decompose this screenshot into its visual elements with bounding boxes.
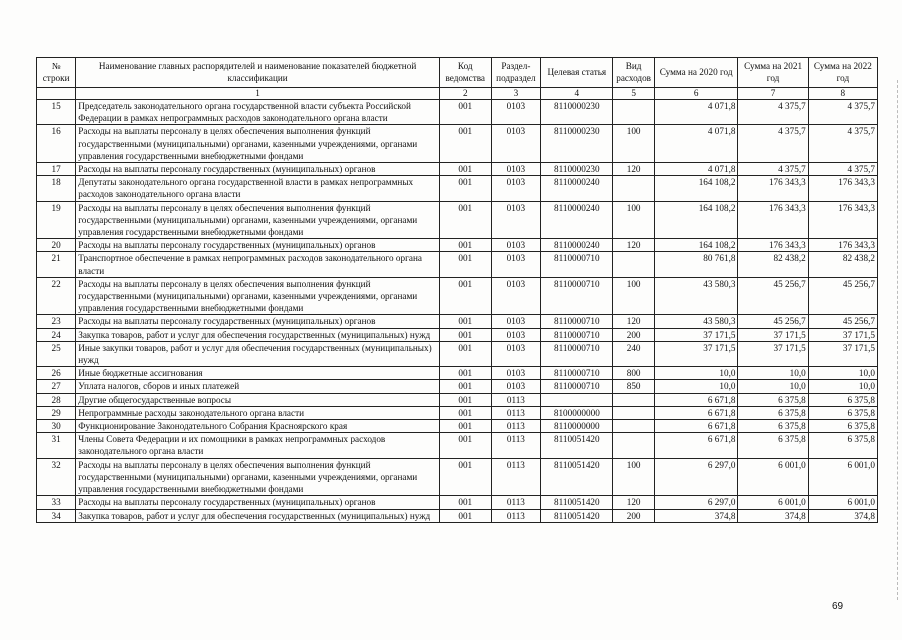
row-number-cell: 18 [37, 176, 76, 201]
department-code-cell: 001 [439, 367, 491, 380]
target-article-cell: 8100000000 [541, 406, 613, 419]
section-code-cell: 0113 [491, 509, 541, 522]
expense-type-cell: 100 [613, 277, 654, 315]
expense-type-cell [613, 433, 654, 458]
department-code-cell: 001 [439, 509, 491, 522]
expense-type-cell [613, 393, 654, 406]
header-cell: Наименование главных распорядителей и наименование показателей бюджетной классификации [76, 58, 440, 88]
section-code-cell: 0113 [491, 496, 541, 509]
column-number-cell: 4 [541, 88, 613, 100]
target-article-cell: 8110000230 [541, 125, 613, 163]
section-code-cell: 0103 [491, 100, 541, 125]
header-cell: Код ведомства [439, 58, 491, 88]
page-edge-marks [897, 80, 900, 600]
sum-2022-cell: 4 375,7 [808, 100, 877, 125]
target-article-cell: 8110000240 [541, 201, 613, 239]
sum-2021-cell: 45 256,7 [738, 315, 808, 328]
department-code-cell: 001 [439, 328, 491, 341]
department-code-cell: 001 [439, 163, 491, 176]
sum-2022-cell: 10,0 [808, 380, 877, 393]
table-row [37, 367, 878, 380]
department-code-cell: 001 [439, 239, 491, 252]
column-number-cell: 6 [654, 88, 738, 100]
row-name-cell: Иные бюджетные ассигнования [76, 367, 440, 380]
sum-2022-cell: 4 375,7 [808, 163, 877, 176]
row-number-cell: 26 [37, 367, 76, 380]
sum-2020-cell: 374,8 [654, 509, 738, 522]
sum-2021-cell: 4 375,7 [738, 163, 808, 176]
sum-2021-cell: 6 375,8 [738, 420, 808, 433]
sum-2021-cell: 37 171,5 [738, 328, 808, 341]
row-number-cell: 17 [37, 163, 76, 176]
department-code-cell: 001 [439, 380, 491, 393]
target-article-cell: 8110000000 [541, 420, 613, 433]
target-article-cell: 8110000230 [541, 100, 613, 125]
sum-2020-cell: 37 171,5 [654, 341, 738, 366]
table-row [37, 458, 878, 496]
sum-2022-cell: 6 375,8 [808, 393, 877, 406]
row-name-cell: Закупка товаров, работ и услуг для обеспечения государственных (муниципальных) нужд [76, 509, 440, 522]
section-code-cell: 0103 [491, 239, 541, 252]
row-name-cell: Уплата налогов, сборов и иных платежей [76, 380, 440, 393]
expense-type-cell: 120 [613, 496, 654, 509]
table-row [37, 328, 878, 341]
department-code-cell: 001 [439, 406, 491, 419]
sum-2021-cell: 176 343,3 [738, 176, 808, 201]
table-row [37, 125, 878, 163]
target-article-cell: 8110000240 [541, 176, 613, 201]
table-row [37, 380, 878, 393]
column-number-cell: 7 [738, 88, 808, 100]
row-number-cell: 21 [37, 252, 76, 277]
header-cell: № строки [37, 58, 76, 88]
target-article-cell: 8110051420 [541, 496, 613, 509]
table-row [37, 496, 878, 509]
table-row [37, 201, 878, 239]
row-name-cell: Расходы на выплаты персоналу государственных (муниципальных) органов [76, 315, 440, 328]
table-row [37, 239, 878, 252]
sum-2021-cell: 10,0 [738, 367, 808, 380]
sum-2020-cell: 10,0 [654, 367, 738, 380]
row-name-cell: Другие общегосударственные вопросы [76, 393, 440, 406]
row-number-cell: 34 [37, 509, 76, 522]
sum-2021-cell: 6 001,0 [738, 496, 808, 509]
sum-2020-cell: 4 071,8 [654, 163, 738, 176]
row-name-cell: Члены Совета Федерации и их помощники в рамках непрограммных расходов законодательного органа власти [76, 433, 440, 458]
sum-2020-cell: 4 071,8 [654, 125, 738, 163]
sum-2021-cell: 82 438,2 [738, 252, 808, 277]
column-number-cell: 2 [439, 88, 491, 100]
row-number-cell: 29 [37, 406, 76, 419]
sum-2020-cell: 43 580,3 [654, 315, 738, 328]
sum-2022-cell: 37 171,5 [808, 341, 877, 366]
sum-2020-cell: 10,0 [654, 380, 738, 393]
row-number-cell: 19 [37, 201, 76, 239]
table-body [37, 100, 878, 523]
section-code-cell: 0103 [491, 277, 541, 315]
target-article-cell: 8110000710 [541, 367, 613, 380]
expense-type-cell: 200 [613, 509, 654, 522]
header-cell: Целевая статья [541, 58, 613, 88]
section-code-cell: 0103 [491, 341, 541, 366]
expense-type-cell: 100 [613, 125, 654, 163]
expense-type-cell: 100 [613, 458, 654, 496]
section-code-cell: 0103 [491, 201, 541, 239]
row-number-cell: 16 [37, 125, 76, 163]
sum-2022-cell: 176 343,3 [808, 239, 877, 252]
sum-2022-cell: 374,8 [808, 509, 877, 522]
row-name-cell: Депутаты законодательного органа государственной власти в рамках непрограммных расходов законодательного органа власти [76, 176, 440, 201]
row-number-cell: 28 [37, 393, 76, 406]
row-number-cell: 33 [37, 496, 76, 509]
department-code-cell: 001 [439, 201, 491, 239]
sum-2020-cell: 6 297,0 [654, 496, 738, 509]
sum-2022-cell: 6 375,8 [808, 406, 877, 419]
target-article-cell: 8110000240 [541, 239, 613, 252]
sum-2022-cell: 37 171,5 [808, 328, 877, 341]
section-code-cell: 0103 [491, 163, 541, 176]
target-article-cell [541, 393, 613, 406]
section-code-cell: 0113 [491, 393, 541, 406]
table-header-row [37, 58, 878, 88]
table-row [37, 420, 878, 433]
section-code-cell: 0103 [491, 380, 541, 393]
sum-2020-cell: 164 108,2 [654, 201, 738, 239]
expense-type-cell: 120 [613, 239, 654, 252]
row-name-cell: Расходы на выплаты персоналу в целях обеспечения выполнения функций государственными (муниципальными) органами, казенными учреждениями, органами управления государственными внебюджетными фондами [76, 201, 440, 239]
table-row [37, 100, 878, 125]
sum-2020-cell: 6 671,8 [654, 393, 738, 406]
expense-type-cell: 850 [613, 380, 654, 393]
expense-type-cell [613, 252, 654, 277]
sum-2021-cell: 374,8 [738, 509, 808, 522]
sum-2020-cell: 6 297,0 [654, 458, 738, 496]
row-name-cell: Расходы на выплаты персоналу государственных (муниципальных) органов [76, 239, 440, 252]
expense-type-cell: 120 [613, 315, 654, 328]
row-name-cell: Расходы на выплаты персоналу в целях обеспечения выполнения функций государственными (муниципальными) органами, казенными учреждениями, органами управления государственными внебюджетными фондами [76, 125, 440, 163]
department-code-cell: 001 [439, 433, 491, 458]
header-cell: Сумма на 2020 год [654, 58, 738, 88]
sum-2021-cell: 176 343,3 [738, 201, 808, 239]
target-article-cell: 8110000710 [541, 328, 613, 341]
row-number-cell: 24 [37, 328, 76, 341]
sum-2021-cell: 10,0 [738, 380, 808, 393]
table-row [37, 252, 878, 277]
sum-2021-cell: 6 001,0 [738, 458, 808, 496]
sum-2021-cell: 6 375,8 [738, 433, 808, 458]
sum-2021-cell: 6 375,8 [738, 393, 808, 406]
sum-2022-cell: 6 001,0 [808, 496, 877, 509]
table-row [37, 509, 878, 522]
department-code-cell: 001 [439, 420, 491, 433]
department-code-cell: 001 [439, 458, 491, 496]
row-name-cell: Расходы на выплаты персоналу государственных (муниципальных) органов [76, 496, 440, 509]
sum-2020-cell: 6 671,8 [654, 420, 738, 433]
department-code-cell: 001 [439, 277, 491, 315]
sum-2022-cell: 10,0 [808, 367, 877, 380]
section-code-cell: 0113 [491, 420, 541, 433]
section-code-cell: 0103 [491, 315, 541, 328]
sum-2021-cell: 6 375,8 [738, 406, 808, 419]
row-name-cell: Транспортное обеспечение в рамках непрограммных расходов законодательного органа власти [76, 252, 440, 277]
column-number-cell [37, 88, 76, 100]
target-article-cell: 8110000710 [541, 315, 613, 328]
row-name-cell: Непрограммные расходы законодательного органа власти [76, 406, 440, 419]
row-number-cell: 31 [37, 433, 76, 458]
sum-2020-cell: 164 108,2 [654, 176, 738, 201]
header-cell: Раздел-подраздел [491, 58, 541, 88]
expense-type-cell: 100 [613, 201, 654, 239]
row-name-cell: Расходы на выплаты персоналу в целях обеспечения выполнения функций государственными (муниципальными) органами, казенными учреждениями, органами управления государственными внебюджетными фондами [76, 277, 440, 315]
table-row [37, 163, 878, 176]
section-code-cell: 0113 [491, 458, 541, 496]
section-code-cell: 0103 [491, 125, 541, 163]
section-code-cell: 0103 [491, 176, 541, 201]
sum-2022-cell: 45 256,7 [808, 315, 877, 328]
sum-2021-cell: 4 375,7 [738, 125, 808, 163]
sum-2022-cell: 45 256,7 [808, 277, 877, 315]
sum-2021-cell: 37 171,5 [738, 341, 808, 366]
row-name-cell: Функционирование Законодательного Собрания Красноярского края [76, 420, 440, 433]
target-article-cell: 8110051420 [541, 458, 613, 496]
department-code-cell: 001 [439, 393, 491, 406]
sum-2020-cell: 80 761,8 [654, 252, 738, 277]
row-number-cell: 22 [37, 277, 76, 315]
header-cell: Вид расходов [613, 58, 654, 88]
column-number-cell: 1 [76, 88, 440, 100]
row-name-cell: Расходы на выплаты персоналу государственных (муниципальных) органов [76, 163, 440, 176]
section-code-cell: 0103 [491, 252, 541, 277]
sum-2021-cell: 45 256,7 [738, 277, 808, 315]
sum-2020-cell: 37 171,5 [654, 328, 738, 341]
column-number-cell: 3 [491, 88, 541, 100]
sum-2022-cell: 176 343,3 [808, 176, 877, 201]
expense-type-cell: 240 [613, 341, 654, 366]
department-code-cell: 001 [439, 341, 491, 366]
target-article-cell: 8110000710 [541, 380, 613, 393]
table-row [37, 315, 878, 328]
table-row [37, 341, 878, 366]
sum-2020-cell: 6 671,8 [654, 406, 738, 419]
row-name-cell: Иные закупки товаров, работ и услуг для обеспечения государственных (муниципальных) нужд [76, 341, 440, 366]
sum-2020-cell: 4 071,8 [654, 100, 738, 125]
sum-2022-cell: 82 438,2 [808, 252, 877, 277]
department-code-cell: 001 [439, 315, 491, 328]
row-number-cell: 27 [37, 380, 76, 393]
header-cell: Сумма на 2021 год [738, 58, 808, 88]
sum-2021-cell: 176 343,3 [738, 239, 808, 252]
sum-2022-cell: 176 343,3 [808, 201, 877, 239]
expense-type-cell [613, 420, 654, 433]
department-code-cell: 001 [439, 496, 491, 509]
sum-2022-cell: 4 375,7 [808, 125, 877, 163]
column-number-cell: 5 [613, 88, 654, 100]
sum-2020-cell: 6 671,8 [654, 433, 738, 458]
target-article-cell: 8110051420 [541, 509, 613, 522]
target-article-cell: 8110000710 [541, 252, 613, 277]
budget-table [36, 57, 878, 523]
target-article-cell: 8110000230 [541, 163, 613, 176]
department-code-cell: 001 [439, 125, 491, 163]
table-row [37, 393, 878, 406]
sum-2022-cell: 6 375,8 [808, 420, 877, 433]
header-cell: Сумма на 2022 год [808, 58, 877, 88]
section-code-cell: 0113 [491, 406, 541, 419]
table-row [37, 433, 878, 458]
sum-2020-cell: 164 108,2 [654, 239, 738, 252]
expense-type-cell: 200 [613, 328, 654, 341]
sum-2022-cell: 6 375,8 [808, 433, 877, 458]
target-article-cell: 8110051420 [541, 433, 613, 458]
expense-type-cell: 120 [613, 163, 654, 176]
table-row [37, 277, 878, 315]
table-row [37, 176, 878, 201]
expense-type-cell [613, 100, 654, 125]
sum-2021-cell: 4 375,7 [738, 100, 808, 125]
row-number-cell: 30 [37, 420, 76, 433]
row-name-cell: Закупка товаров, работ и услуг для обеспечения государственных (муниципальных) нужд [76, 328, 440, 341]
department-code-cell: 001 [439, 252, 491, 277]
row-name-cell: Председатель законодательного органа государственной власти субъекта Российской Федерации в рамках непрограммных расходов законодательного органа власти [76, 100, 440, 125]
row-number-cell: 15 [37, 100, 76, 125]
expense-type-cell [613, 406, 654, 419]
target-article-cell: 8110000710 [541, 341, 613, 366]
row-number-cell: 25 [37, 341, 76, 366]
section-code-cell: 0103 [491, 328, 541, 341]
sum-2022-cell: 6 001,0 [808, 458, 877, 496]
page-number: 69 [832, 601, 844, 612]
target-article-cell: 8110000710 [541, 277, 613, 315]
row-number-cell: 23 [37, 315, 76, 328]
table-row [37, 406, 878, 419]
column-number-cell: 8 [808, 88, 877, 100]
expense-type-cell [613, 176, 654, 201]
row-number-cell: 32 [37, 458, 76, 496]
expense-type-cell: 800 [613, 367, 654, 380]
row-name-cell: Расходы на выплаты персоналу в целях обеспечения выполнения функций государственными (муниципальными) органами, казенными учреждениями, органами управления государственными внебюджетными фондами [76, 458, 440, 496]
section-code-cell: 0113 [491, 433, 541, 458]
section-code-cell: 0103 [491, 367, 541, 380]
column-number-row [37, 88, 878, 100]
sum-2020-cell: 43 580,3 [654, 277, 738, 315]
row-number-cell: 20 [37, 239, 76, 252]
department-code-cell: 001 [439, 100, 491, 125]
department-code-cell: 001 [439, 176, 491, 201]
